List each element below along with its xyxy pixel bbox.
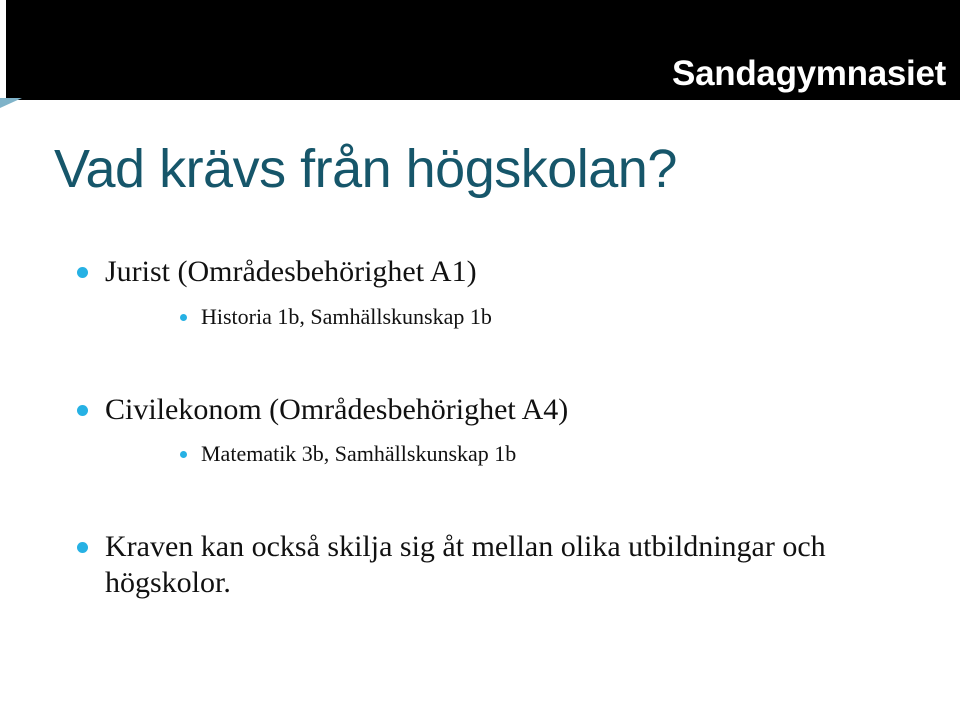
bullet-dot-icon [77, 405, 88, 416]
slide-title: Vad krävs från högskolan? [54, 139, 677, 199]
bullet-item-jurist [105, 254, 477, 290]
bullet-text: Civilekonom (Områdesbehörighet A4) [105, 393, 569, 426]
bullet-dot-icon [180, 314, 187, 321]
sub-bullet-text: Historia 1b, Samhällskunskap 1b [201, 304, 492, 329]
bullet-dot-icon [77, 267, 88, 278]
bullet-item-civilekonom [105, 392, 568, 428]
bullet-item-requirements-note [105, 529, 925, 601]
sub-bullet-text: Matematik 3b, Samhällskunskap 1b [201, 441, 517, 466]
sub-bullet-item-jurist-courses [201, 303, 492, 331]
sub-bullet-item-civilekonom-courses [201, 440, 516, 468]
bullet-dot-icon [180, 451, 187, 458]
bullet-text: Kraven kan också skilja sig åt mellan olika utbildningar och högskolor. [105, 530, 826, 599]
brand-name: Sandagymnasiet [672, 54, 946, 93]
bullet-dot-icon [77, 542, 88, 553]
bullet-text: Jurist (Områdesbehörighet A1) [105, 255, 477, 288]
